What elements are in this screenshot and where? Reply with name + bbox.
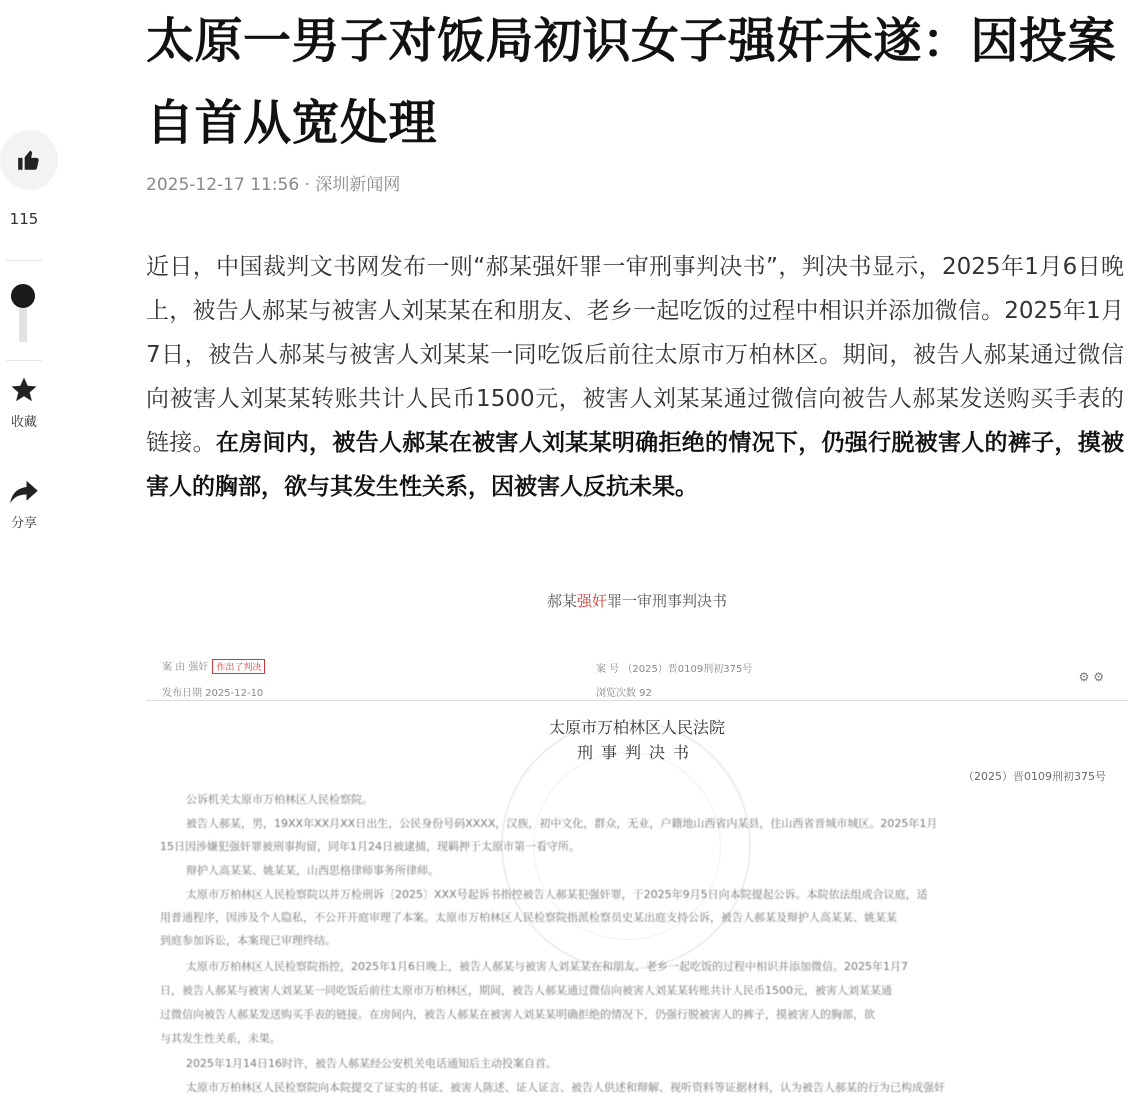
doc-meta-cause [162,658,265,674]
body-paragraph-bold: 在房间内，被告人郝某在被害人刘某某明确拒绝的情况下，仍强行脱被害人的裤子，摸被害人的胸部，欲与其发生性关系，因被害人反抗未果。 [146,430,1125,500]
doc-paragraph: 被告人郝某，男，19XX年XX月XX日出生，公民身份号码XXXX，汉族，初中文化，群众，无业，户籍地山西省内某县，住山西省晋城市城区。2025年1月 [186,817,938,830]
case-number: （2025）晋0109刑初375号 [963,770,1106,783]
star-icon [9,375,39,405]
caption-part: 罪一审刑事判决书 [607,592,728,610]
doc-paragraph: 到庭参加诉讼，本案现已审理终结。 [160,934,336,947]
court-name: 太原市万柏林区人民法院 [548,718,725,737]
like-button[interactable] [0,130,58,190]
caption-highlight: 强奸 [576,592,607,610]
doc-paragraph: 辩护人高某某、姚某某，山西思格律师事务所律师。 [186,864,439,877]
document-caption [146,590,1128,611]
doc-meta-views: 浏览次数 92 [596,688,652,699]
doc-meta-text: 案 由 强奸 [162,662,209,673]
favorite-label: 收藏 [10,415,37,430]
doc-meta-date: 发布日期 2025-12-10 [162,688,264,699]
doc-paragraph: 太原市万柏林区人民检察院向本院提交了证实的书证、被害人陈述、证人证言、被告人供述和辩解、视听资料等证据材料，认为被告人郝某的行为已构成强奸 [186,1081,945,1094]
doc-divider [146,700,1128,701]
doc-paragraph: 2025年1月14日16时许，被告人郝某经公安机关电话通知后主动投案自首。 [186,1057,557,1070]
doc-paragraph: 过微信向被告人郝某发送购买手表的链接。在房间内，被告人郝某在被害人刘某某明确拒绝的情况下，仍强行脱被害人的裤子，摸被害人的胸部，欲 [160,1008,875,1021]
share-label: 分享 [10,516,37,531]
thumbs-up-icon [16,147,42,173]
share-icon [9,478,39,506]
publish-date: 2025-12-17 11:56 [146,175,300,195]
source-name[interactable]: 深圳新闻网 [315,175,401,195]
favorite-button[interactable] [0,375,48,430]
print-icon: ⚙ [1093,670,1104,684]
comment-icon [9,282,39,346]
like-count: 115 [9,210,39,228]
share-button[interactable] [0,478,48,531]
meta-separator: · [304,175,311,195]
doc-meta-caseno: 案 号 （2025）晋0109刑初375号 [596,664,753,675]
doc-paragraph: 太原市万柏林区人民检察院以并万检刑诉〔2025〕XXX号起诉书指控被告人郝某犯强奸罪，于2025年9月5日向本院提起公诉。本院依法组成合议庭，适 [186,888,928,901]
settings-icon: ⚙ [1078,670,1090,684]
doc-paragraph: 公诉机关太原市万柏林区人民检察院。 [186,793,373,806]
doc-meta-tag: 作出了判决 [212,659,265,674]
comment-button[interactable] [6,282,42,352]
body-paragraph: 近日，中国裁判文书网发布一则“郝某强奸罪一审刑事判决书”，判决书显示，2025年1月6日晚上，被告人郝某与被害人刘某某在和朋友、老乡一起吃饭的过程中相识并添加微信。2025年1月7日，被告人郝某与被害人刘某某一同吃饭后前往太原市万柏林区。期间，被告人郝某通过微信向被害人刘某某转账共计人民币1500元，被害人刘某某通过微信向被告人郝某发送购买手表的链接。 [146,254,1124,456]
judgment-document-image [146,570,1128,1102]
doc-tool-icons [1079,670,1104,684]
doc-paragraph: 日，被告人郝某与被害人刘某某一同吃饭后前往太原市万柏林区，期间，被告人郝某通过微信向被害人刘某某转账共计人民币1500元，被害人刘某某通 [160,984,892,997]
article-title: 太原一男子对饭局初识女子强奸未遂：因投案自首从宽处理 [146,13,1117,151]
rail-divider [6,260,42,261]
caption-part: 郝某 [546,592,577,610]
article-body [146,245,1124,509]
article-meta [146,170,400,195]
rail-divider [6,360,42,361]
doc-paragraph: 与其发生性关系，未果。 [160,1032,281,1045]
judgment-title: 刑事判决书 [576,743,697,762]
doc-paragraph: 15日因涉嫌犯强奸罪被刑事拘留，同年1月24日被逮捕，现羁押于太原市第一看守所。 [160,840,580,853]
doc-paragraph: 太原市万柏林区人民检察院指控，2025年1月6日晚上，被告人郝某与被害人刘某某在和朋友、老乡一起吃饭的过程中相识并添加微信。2025年1月7 [186,960,908,973]
doc-paragraph: 用普通程序，因涉及个人隐私，不公开开庭审理了本案。太原市万柏林区人民检察院指派检察员史某出庭支持公诉，被告人郝某及辩护人高某某、姚某某 [160,911,897,924]
